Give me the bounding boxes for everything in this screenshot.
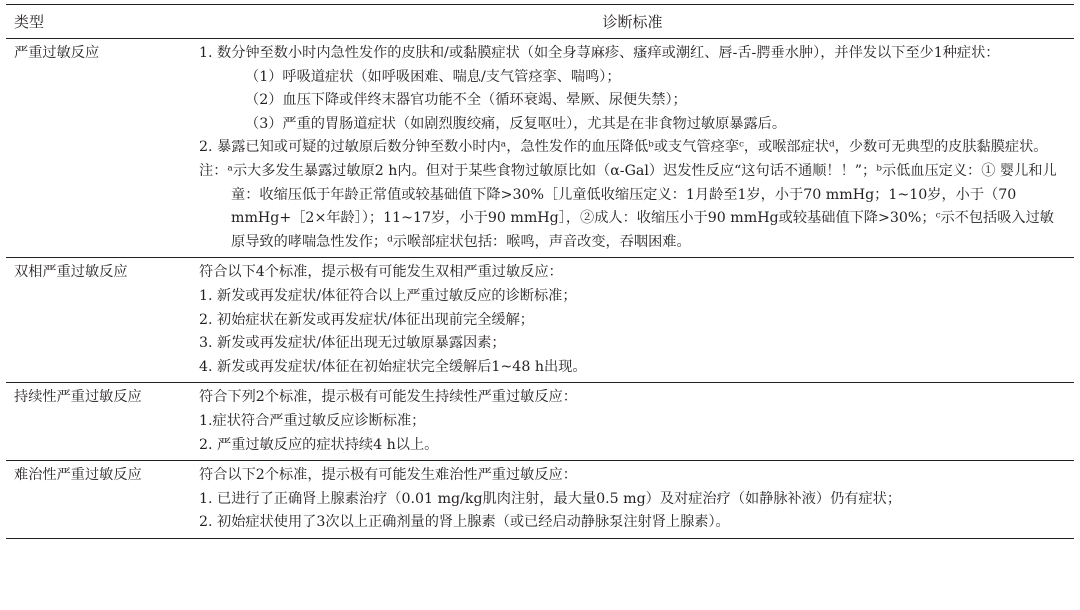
row-type-label: 严重过敏反应 bbox=[6, 39, 191, 258]
criteria-subline: （3）严重的胃肠道症状（如剧烈腹绞痛，反复呕吐），尤其是在非食物过敏原暴露后。 bbox=[245, 115, 787, 132]
criteria-line: 2. 严重过敏反应的症状持续4 h以上。 bbox=[199, 436, 439, 453]
criteria-subline: （1）呼吸道症状（如呼吸困难、喘息/支气管痉挛、喘鸣）； bbox=[245, 68, 621, 85]
table-row bbox=[6, 383, 1074, 461]
criteria-line: 1. 已进行了正确肾上腺素治疗（0.01 mg/kg肌肉注射，最大量0.5 mg）及对症治疗（如静脉补液）仍有症状； bbox=[199, 490, 902, 507]
row-type-label: 双相严重过敏反应 bbox=[6, 258, 191, 383]
criteria-line: 3. 新发或再发症状/体征出现无过敏原暴露因素； bbox=[199, 335, 506, 352]
diagnostic-criteria-table bbox=[6, 4, 1074, 539]
row-criteria-cell bbox=[191, 383, 1074, 461]
row-type-label: 难治性严重过敏反应 bbox=[6, 461, 191, 539]
criteria-subline: （2）血压下降或伴终末器官功能不全（循环衰竭、晕厥、尿便失禁）； bbox=[245, 92, 687, 109]
criteria-line: 2. 初始症状使用了3次以上正确剂量的肾上腺素（或已经启动静脉泵注射肾上腺素）。 bbox=[199, 514, 730, 531]
criteria-line: 1. 新发或再发症状/体征符合以上严重过敏反应的诊断标准； bbox=[199, 287, 577, 304]
header-criteria: 诊断标准 bbox=[191, 5, 1074, 39]
table-header-row bbox=[6, 5, 1074, 39]
table-row bbox=[6, 258, 1074, 383]
row-type-label: 持续性严重过敏反应 bbox=[6, 383, 191, 461]
criteria-line: 2. 暴露已知或可疑的过敏原后数分钟至数小时内ᵃ，急性发作的血压降低ᵇ或支气管痉挛ᶜ，或喉部症状ᵈ，少数可无典型的皮肤黏膜症状。 bbox=[199, 139, 1048, 156]
criteria-note: 注：ᵃ示大多发生暴露过敏原2 h内。但对于某些食物过敏原比如（α-Gal）迟发性反应“这句话不通顺！！”；ᵇ示低血压定义：① 婴儿和儿童：收缩压低于年龄正常值或较基础值下降>30%［儿童低收缩压定义：1月龄至1岁，小于70 mmHg；1~10岁，小于（70 mmHg+［2×年龄］）；11~17岁，小于90 mmHg］，②成人：收缩压小于90 mmHg或较基础值下降>30%；ᶜ示不包括吸入过敏原导致的哮喘急性发作；ᵈ示喉部症状包括：喉鸣，声音改变，吞咽困难。 bbox=[199, 162, 1057, 250]
criteria-line: 1. 数分钟至数小时内急性发作的皮肤和/或黏膜症状（如全身荨麻疹、瘙痒或潮红、唇-舌-腭垂水肿），并伴发以下至少1种症状： bbox=[199, 45, 1000, 61]
criteria-line: 2. 初始症状在新发或再发症状/体征出现前完全缓解； bbox=[199, 311, 534, 328]
row-criteria-cell bbox=[191, 258, 1074, 383]
criteria-line: 1.症状符合严重过敏反应诊断标准； bbox=[199, 412, 426, 429]
row-criteria-cell bbox=[191, 461, 1074, 539]
table-row bbox=[6, 461, 1074, 539]
criteria-line: 4. 新发或再发症状/体征在初始症状完全缓解后1~48 h出现。 bbox=[199, 358, 587, 375]
header-type: 类型 bbox=[6, 5, 191, 39]
criteria-line: 符合以下4个标准，提示极有可能发生双相严重过敏反应： bbox=[199, 264, 563, 281]
row-criteria-cell bbox=[191, 39, 1074, 258]
criteria-table-container bbox=[6, 4, 1074, 539]
criteria-line: 符合以下2个标准，提示极有可能发生难治性严重过敏反应： bbox=[199, 467, 577, 484]
table-row bbox=[6, 39, 1074, 258]
criteria-line: 符合下列2个标准，提示极有可能发生持续性严重过敏反应： bbox=[199, 389, 577, 406]
